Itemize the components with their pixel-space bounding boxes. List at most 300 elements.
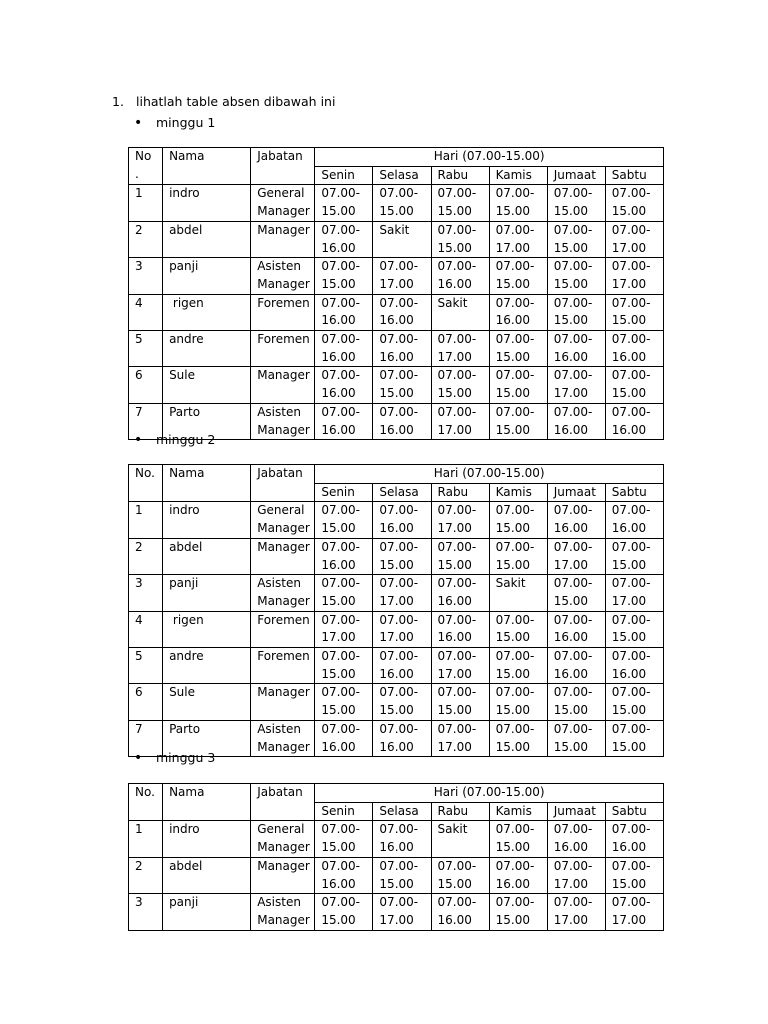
header-no-text: No. <box>135 466 155 480</box>
header-nama <box>163 148 251 185</box>
header-no <box>129 784 163 821</box>
row-day-time <box>547 684 605 720</box>
row-day-time-text: 07.00- 17.00 <box>437 649 477 681</box>
row-day-time-text: 07.00- 15.00 <box>437 368 477 401</box>
header-day-text: Sabtu <box>611 167 647 182</box>
row-nama-text: Sule <box>169 368 196 383</box>
row-day-time <box>547 185 605 221</box>
row-day-time <box>315 185 373 221</box>
header-day <box>489 166 547 185</box>
row-day-time <box>489 538 547 574</box>
header-day <box>489 802 547 821</box>
row-jabatan-text: Asisten Manager <box>257 404 310 437</box>
row-day-time <box>431 538 489 574</box>
row-day-time <box>605 367 663 403</box>
row-day-time-text: 07.00- 15.00 <box>379 685 419 718</box>
row-day-time-text: 07.00- 16.00 <box>321 368 361 401</box>
header-day <box>431 483 489 502</box>
row-day-time-text: 07.00- 15.00 <box>437 186 477 219</box>
row-day-time <box>315 684 373 720</box>
row-day-time-text: 07.00- 15.00 <box>495 822 535 855</box>
attendance-table <box>128 464 664 757</box>
header-nama-text: Nama <box>169 785 205 799</box>
row-day-time-text: 07.00- 16.00 <box>553 503 593 536</box>
row-day-time <box>605 894 663 930</box>
row-day-time-text: Sakit <box>437 822 468 837</box>
header-hari-text: Hari (07.00-15.00) <box>433 149 545 163</box>
row-jabatan <box>251 821 315 857</box>
row-jabatan-text: Manager <box>257 858 310 873</box>
header-day-text: Kamis <box>495 803 532 818</box>
header-hari <box>315 148 664 167</box>
row-day-time-text: 07.00- 16.00 <box>321 222 361 255</box>
row-day-time-text: 07.00- 15.00 <box>321 685 361 718</box>
row-day-time-text: 07.00- 15.00 <box>379 539 419 572</box>
row-day-time <box>547 403 605 439</box>
table-row <box>129 221 664 257</box>
row-no <box>129 894 163 930</box>
row-day-time <box>547 538 605 574</box>
header-day-text: Kamis <box>495 484 532 499</box>
row-day-time-text: 07.00- 15.00 <box>611 186 651 219</box>
row-day-time <box>431 894 489 930</box>
row-nama-text: andre <box>169 649 204 664</box>
row-jabatan-text: Asisten Manager <box>257 576 310 608</box>
header-day <box>373 483 431 502</box>
row-no-text: 4 <box>135 295 143 310</box>
row-day-time-text: 07.00- 15.00 <box>321 259 361 291</box>
bullet-dot-icon: • <box>134 750 143 766</box>
row-nama-text: Parto <box>169 404 201 419</box>
row-nama-text: Parto <box>169 721 201 736</box>
row-day-time-text: 07.00- 17.00 <box>611 895 651 927</box>
row-day-time <box>315 720 373 756</box>
header-day <box>489 483 547 502</box>
week-label: minggu 2 <box>156 432 216 447</box>
row-day-time <box>605 331 663 367</box>
row-day-time <box>547 331 605 367</box>
row-no-text: 5 <box>135 649 143 664</box>
row-day-time-text: 07.00- 15.00 <box>553 576 593 608</box>
table-row <box>129 538 664 574</box>
row-day-time-text: 07.00- 16.00 <box>379 721 419 754</box>
list-heading <box>112 94 335 110</box>
row-day-time <box>489 857 547 893</box>
header-day <box>373 166 431 185</box>
table-row <box>129 821 664 857</box>
row-day-time-text: 07.00- 15.00 <box>321 895 361 927</box>
row-day-time-text: 07.00- 15.00 <box>379 368 419 401</box>
header-day <box>315 166 373 185</box>
header-day <box>315 483 373 502</box>
row-day-time <box>605 648 663 684</box>
row-day-time-text: 07.00- 16.00 <box>611 822 651 855</box>
row-day-time <box>547 294 605 330</box>
row-day-time-text: 07.00- 17.00 <box>611 259 651 291</box>
row-day-time-text: 07.00- 16.00 <box>437 576 477 608</box>
attendance-table <box>128 147 664 440</box>
row-day-time-text: 07.00- 15.00 <box>611 685 651 718</box>
row-day-time-text: 07.00- 15.00 <box>611 295 651 328</box>
row-day-time <box>547 221 605 257</box>
table-row <box>129 258 664 294</box>
row-jabatan-text: Manager <box>257 539 310 554</box>
row-day-time-text: 07.00- 16.00 <box>321 295 361 328</box>
row-day-time <box>315 894 373 930</box>
bullet-dot-icon: • <box>134 115 143 131</box>
row-nama-text: andre <box>169 332 204 347</box>
week-bullet <box>134 750 215 766</box>
row-no-text: 7 <box>135 721 143 736</box>
row-day-time-text: 07.00- 17.00 <box>495 222 535 255</box>
row-nama-text: abdel <box>169 858 203 873</box>
row-nama <box>163 894 251 930</box>
row-day-time-text: 07.00- 15.00 <box>495 332 535 364</box>
row-day-time <box>373 648 431 684</box>
header-row <box>129 784 664 803</box>
header-day <box>605 483 663 502</box>
attendance-table <box>128 783 664 931</box>
row-day-time-text: 07.00- 16.00 <box>611 332 651 364</box>
row-day-time <box>373 331 431 367</box>
row-day-time-text: 07.00- 15.00 <box>553 295 593 328</box>
row-day-time <box>431 367 489 403</box>
row-nama-text: rigen <box>169 612 204 627</box>
header-hari <box>315 465 664 484</box>
row-day-time <box>431 331 489 367</box>
row-day-time <box>489 684 547 720</box>
row-day-time <box>489 294 547 330</box>
row-day-time <box>315 367 373 403</box>
row-day-time <box>431 185 489 221</box>
row-day-time-text: 07.00- 15.00 <box>495 404 535 437</box>
header-day-text: Jumaat <box>553 167 596 182</box>
row-day-time-text: 07.00- 16.00 <box>553 649 593 681</box>
row-nama <box>163 821 251 857</box>
row-day-time <box>431 857 489 893</box>
bullet-dot-icon: • <box>134 432 143 448</box>
row-jabatan <box>251 720 315 756</box>
row-no-text: 3 <box>135 576 143 591</box>
row-nama-text: rigen <box>169 295 204 310</box>
row-day-time-text: 07.00- 15.00 <box>553 186 593 219</box>
row-day-time-text: 07.00- 15.00 <box>611 721 651 754</box>
row-day-time-text: Sakit <box>437 295 468 310</box>
row-nama-text: panji <box>169 895 199 910</box>
row-day-time-text: 07.00- 16.00 <box>379 332 419 364</box>
header-jabatan <box>251 148 315 185</box>
row-day-time-text: 07.00- 16.00 <box>437 259 477 291</box>
row-no <box>129 821 163 857</box>
row-day-time <box>489 821 547 857</box>
row-day-time <box>605 684 663 720</box>
row-day-time-text: 07.00- 16.00 <box>321 858 361 891</box>
row-nama-text: indro <box>169 822 200 837</box>
row-day-time <box>373 575 431 611</box>
row-day-time-text: 07.00- 16.00 <box>437 895 477 927</box>
row-nama <box>163 575 251 611</box>
row-jabatan <box>251 575 315 611</box>
row-day-time <box>489 331 547 367</box>
row-day-time <box>547 821 605 857</box>
row-no-text: 2 <box>135 539 143 554</box>
row-day-time <box>489 258 547 294</box>
row-day-time-text: 07.00- 15.00 <box>437 858 477 891</box>
row-day-time <box>315 648 373 684</box>
row-jabatan <box>251 538 315 574</box>
row-no <box>129 575 163 611</box>
header-day-text: Senin <box>321 167 355 182</box>
header-day-text: Sabtu <box>611 803 647 818</box>
row-day-time <box>489 367 547 403</box>
row-day-time <box>547 367 605 403</box>
row-day-time <box>431 575 489 611</box>
table-row <box>129 294 664 330</box>
row-day-time-text: 07.00- 15.00 <box>495 895 535 927</box>
row-day-time-text: 07.00- 16.00 <box>553 612 593 645</box>
row-no-text: 7 <box>135 404 143 419</box>
row-day-time-text: 07.00- 17.00 <box>553 539 593 572</box>
row-day-time <box>431 258 489 294</box>
row-day-time-text: 07.00- 15.00 <box>321 186 361 219</box>
row-no <box>129 502 163 538</box>
row-day-time <box>547 611 605 647</box>
row-day-time <box>373 894 431 930</box>
header-day-text: Rabu <box>437 167 469 182</box>
header-jabatan-text: Jabatan <box>257 466 303 480</box>
row-nama <box>163 331 251 367</box>
row-nama <box>163 684 251 720</box>
header-day-text: Selasa <box>379 803 419 818</box>
row-day-time <box>547 648 605 684</box>
row-day-time <box>489 575 547 611</box>
row-day-time-text: 07.00- 15.00 <box>495 503 535 536</box>
row-day-time <box>489 185 547 221</box>
row-jabatan <box>251 894 315 930</box>
row-jabatan <box>251 367 315 403</box>
row-day-time-text: 07.00- 16.00 <box>321 721 361 754</box>
row-day-time-text: 07.00- 17.00 <box>321 612 361 645</box>
row-day-time-text: 07.00- 15.00 <box>611 539 651 572</box>
row-day-time <box>431 720 489 756</box>
header-day-text: Rabu <box>437 484 469 499</box>
table-row <box>129 575 664 611</box>
row-day-time <box>315 331 373 367</box>
row-day-time <box>315 502 373 538</box>
row-no <box>129 684 163 720</box>
row-no-text: 4 <box>135 612 143 627</box>
row-day-time-text: 07.00- 15.00 <box>379 186 419 219</box>
row-nama-text: indro <box>169 503 200 518</box>
row-nama <box>163 538 251 574</box>
row-day-time <box>315 403 373 439</box>
heading-text: lihatlah table absen dibawah ini <box>136 94 336 109</box>
row-jabatan-text: General Manager <box>257 503 310 536</box>
row-day-time <box>547 575 605 611</box>
header-day <box>605 802 663 821</box>
table-row <box>129 502 664 538</box>
row-jabatan <box>251 611 315 647</box>
header-day-text: Jumaat <box>553 484 596 499</box>
row-no-text: 1 <box>135 186 143 201</box>
row-day-time <box>547 857 605 893</box>
row-jabatan <box>251 403 315 439</box>
week-bullet <box>134 432 215 448</box>
row-day-time-text: 07.00- 17.00 <box>379 612 419 645</box>
row-jabatan-text: Asisten Manager <box>257 259 310 291</box>
row-no-text: 3 <box>135 259 143 274</box>
row-day-time <box>315 611 373 647</box>
header-jabatan <box>251 784 315 821</box>
row-day-time-text: 07.00- 16.00 <box>379 503 419 536</box>
table-row <box>129 894 664 930</box>
row-nama <box>163 502 251 538</box>
row-day-time <box>547 502 605 538</box>
row-day-time-text: 07.00- 15.00 <box>495 685 535 718</box>
row-day-time <box>489 221 547 257</box>
row-day-time-text: 07.00- 16.00 <box>321 539 361 572</box>
row-day-time-text: 07.00- 15.00 <box>553 259 593 291</box>
row-jabatan <box>251 502 315 538</box>
row-day-time <box>489 502 547 538</box>
header-day-text: Kamis <box>495 167 532 182</box>
row-jabatan-text: Foremen <box>257 649 310 664</box>
table-row <box>129 611 664 647</box>
row-day-time <box>605 857 663 893</box>
row-day-time-text: Sakit <box>495 576 526 591</box>
header-day <box>431 166 489 185</box>
table-row <box>129 331 664 367</box>
row-day-time-text: 07.00- 16.00 <box>611 404 651 437</box>
row-day-time <box>547 894 605 930</box>
row-no-text: 1 <box>135 503 143 518</box>
row-nama <box>163 294 251 330</box>
row-day-time-text: 07.00- 15.00 <box>379 858 419 891</box>
row-day-time-text: 07.00- 16.00 <box>553 822 593 855</box>
row-jabatan-text: Foremen <box>257 612 310 627</box>
row-day-time-text: 07.00- 17.00 <box>379 576 419 608</box>
row-no <box>129 857 163 893</box>
row-no <box>129 611 163 647</box>
row-jabatan <box>251 331 315 367</box>
row-nama <box>163 258 251 294</box>
header-day-text: Senin <box>321 484 355 499</box>
row-day-time-text: 07.00- 15.00 <box>611 612 651 645</box>
row-nama <box>163 185 251 221</box>
row-no-text: 2 <box>135 222 143 237</box>
row-day-time-text: 07.00- 15.00 <box>611 368 651 401</box>
row-day-time <box>605 185 663 221</box>
week-bullet <box>134 115 215 131</box>
row-day-time <box>605 720 663 756</box>
header-day-text: Senin <box>321 803 355 818</box>
row-day-time <box>547 258 605 294</box>
header-day-text: Sabtu <box>611 484 647 499</box>
row-day-time <box>373 294 431 330</box>
row-day-time-text: 07.00- 15.00 <box>611 858 651 891</box>
week-label: minggu 3 <box>156 750 216 765</box>
row-no-text: 6 <box>135 685 143 700</box>
row-day-time-text: 07.00- 17.00 <box>379 259 419 291</box>
row-day-time <box>315 538 373 574</box>
row-day-time-text: Sakit <box>379 222 410 237</box>
row-day-time-text: 07.00- 16.00 <box>553 332 593 364</box>
row-day-time-text: 07.00- 15.00 <box>553 685 593 718</box>
row-jabatan-text: Manager <box>257 368 310 383</box>
row-day-time <box>605 502 663 538</box>
row-no-text: 6 <box>135 368 143 383</box>
row-day-time-text: 07.00- 17.00 <box>437 721 477 754</box>
row-day-time-text: 07.00- 15.00 <box>437 539 477 572</box>
row-day-time <box>373 258 431 294</box>
row-no <box>129 258 163 294</box>
row-day-time <box>373 502 431 538</box>
row-day-time-text: 07.00- 17.00 <box>553 895 593 927</box>
row-jabatan <box>251 258 315 294</box>
row-day-time <box>489 611 547 647</box>
row-day-time <box>605 575 663 611</box>
row-day-time-text: 07.00- 17.00 <box>437 404 477 437</box>
header-nama-text: Nama <box>169 466 205 480</box>
row-day-time-text: 07.00- 16.00 <box>321 404 361 437</box>
row-nama-text: Sule <box>169 685 196 700</box>
header-nama <box>163 784 251 821</box>
row-jabatan-text: Foremen <box>257 332 310 347</box>
row-day-time <box>431 221 489 257</box>
row-day-time <box>315 575 373 611</box>
header-jabatan <box>251 465 315 502</box>
table-row <box>129 648 664 684</box>
row-jabatan <box>251 185 315 221</box>
row-jabatan-text: Foremen <box>257 295 310 310</box>
row-day-time <box>373 403 431 439</box>
row-day-time-text: 07.00- 15.00 <box>321 503 361 536</box>
header-row <box>129 465 664 484</box>
row-nama <box>163 367 251 403</box>
header-day <box>547 166 605 185</box>
header-hari-text: Hari (07.00-15.00) <box>433 466 545 480</box>
row-no-text: 1 <box>135 822 143 837</box>
row-day-time <box>605 821 663 857</box>
row-day-time <box>489 720 547 756</box>
row-day-time-text: 07.00- 17.00 <box>611 222 651 255</box>
header-day <box>373 802 431 821</box>
row-no <box>129 331 163 367</box>
row-day-time <box>373 185 431 221</box>
row-day-time <box>373 538 431 574</box>
row-day-time-text: 07.00- 16.00 <box>379 649 419 681</box>
row-day-time-text: 07.00- 17.00 <box>611 576 651 608</box>
row-day-time <box>315 857 373 893</box>
row-day-time <box>373 821 431 857</box>
row-day-time-text: 07.00- 15.00 <box>495 186 535 219</box>
row-day-time-text: 07.00- 17.00 <box>437 503 477 536</box>
row-no <box>129 538 163 574</box>
row-jabatan <box>251 221 315 257</box>
row-day-time-text: 07.00- 15.00 <box>495 368 535 401</box>
row-day-time <box>373 611 431 647</box>
row-day-time <box>431 294 489 330</box>
row-day-time-text: 07.00- 17.00 <box>553 858 593 891</box>
row-day-time-text: 07.00- 17.00 <box>437 332 477 364</box>
row-day-time <box>605 294 663 330</box>
row-day-time-text: 07.00- 15.00 <box>495 539 535 572</box>
row-no-text: 3 <box>135 895 143 910</box>
row-day-time <box>373 720 431 756</box>
row-day-time <box>605 221 663 257</box>
header-jabatan-text: Jabatan <box>257 149 303 163</box>
week-label: minggu 1 <box>156 115 216 130</box>
